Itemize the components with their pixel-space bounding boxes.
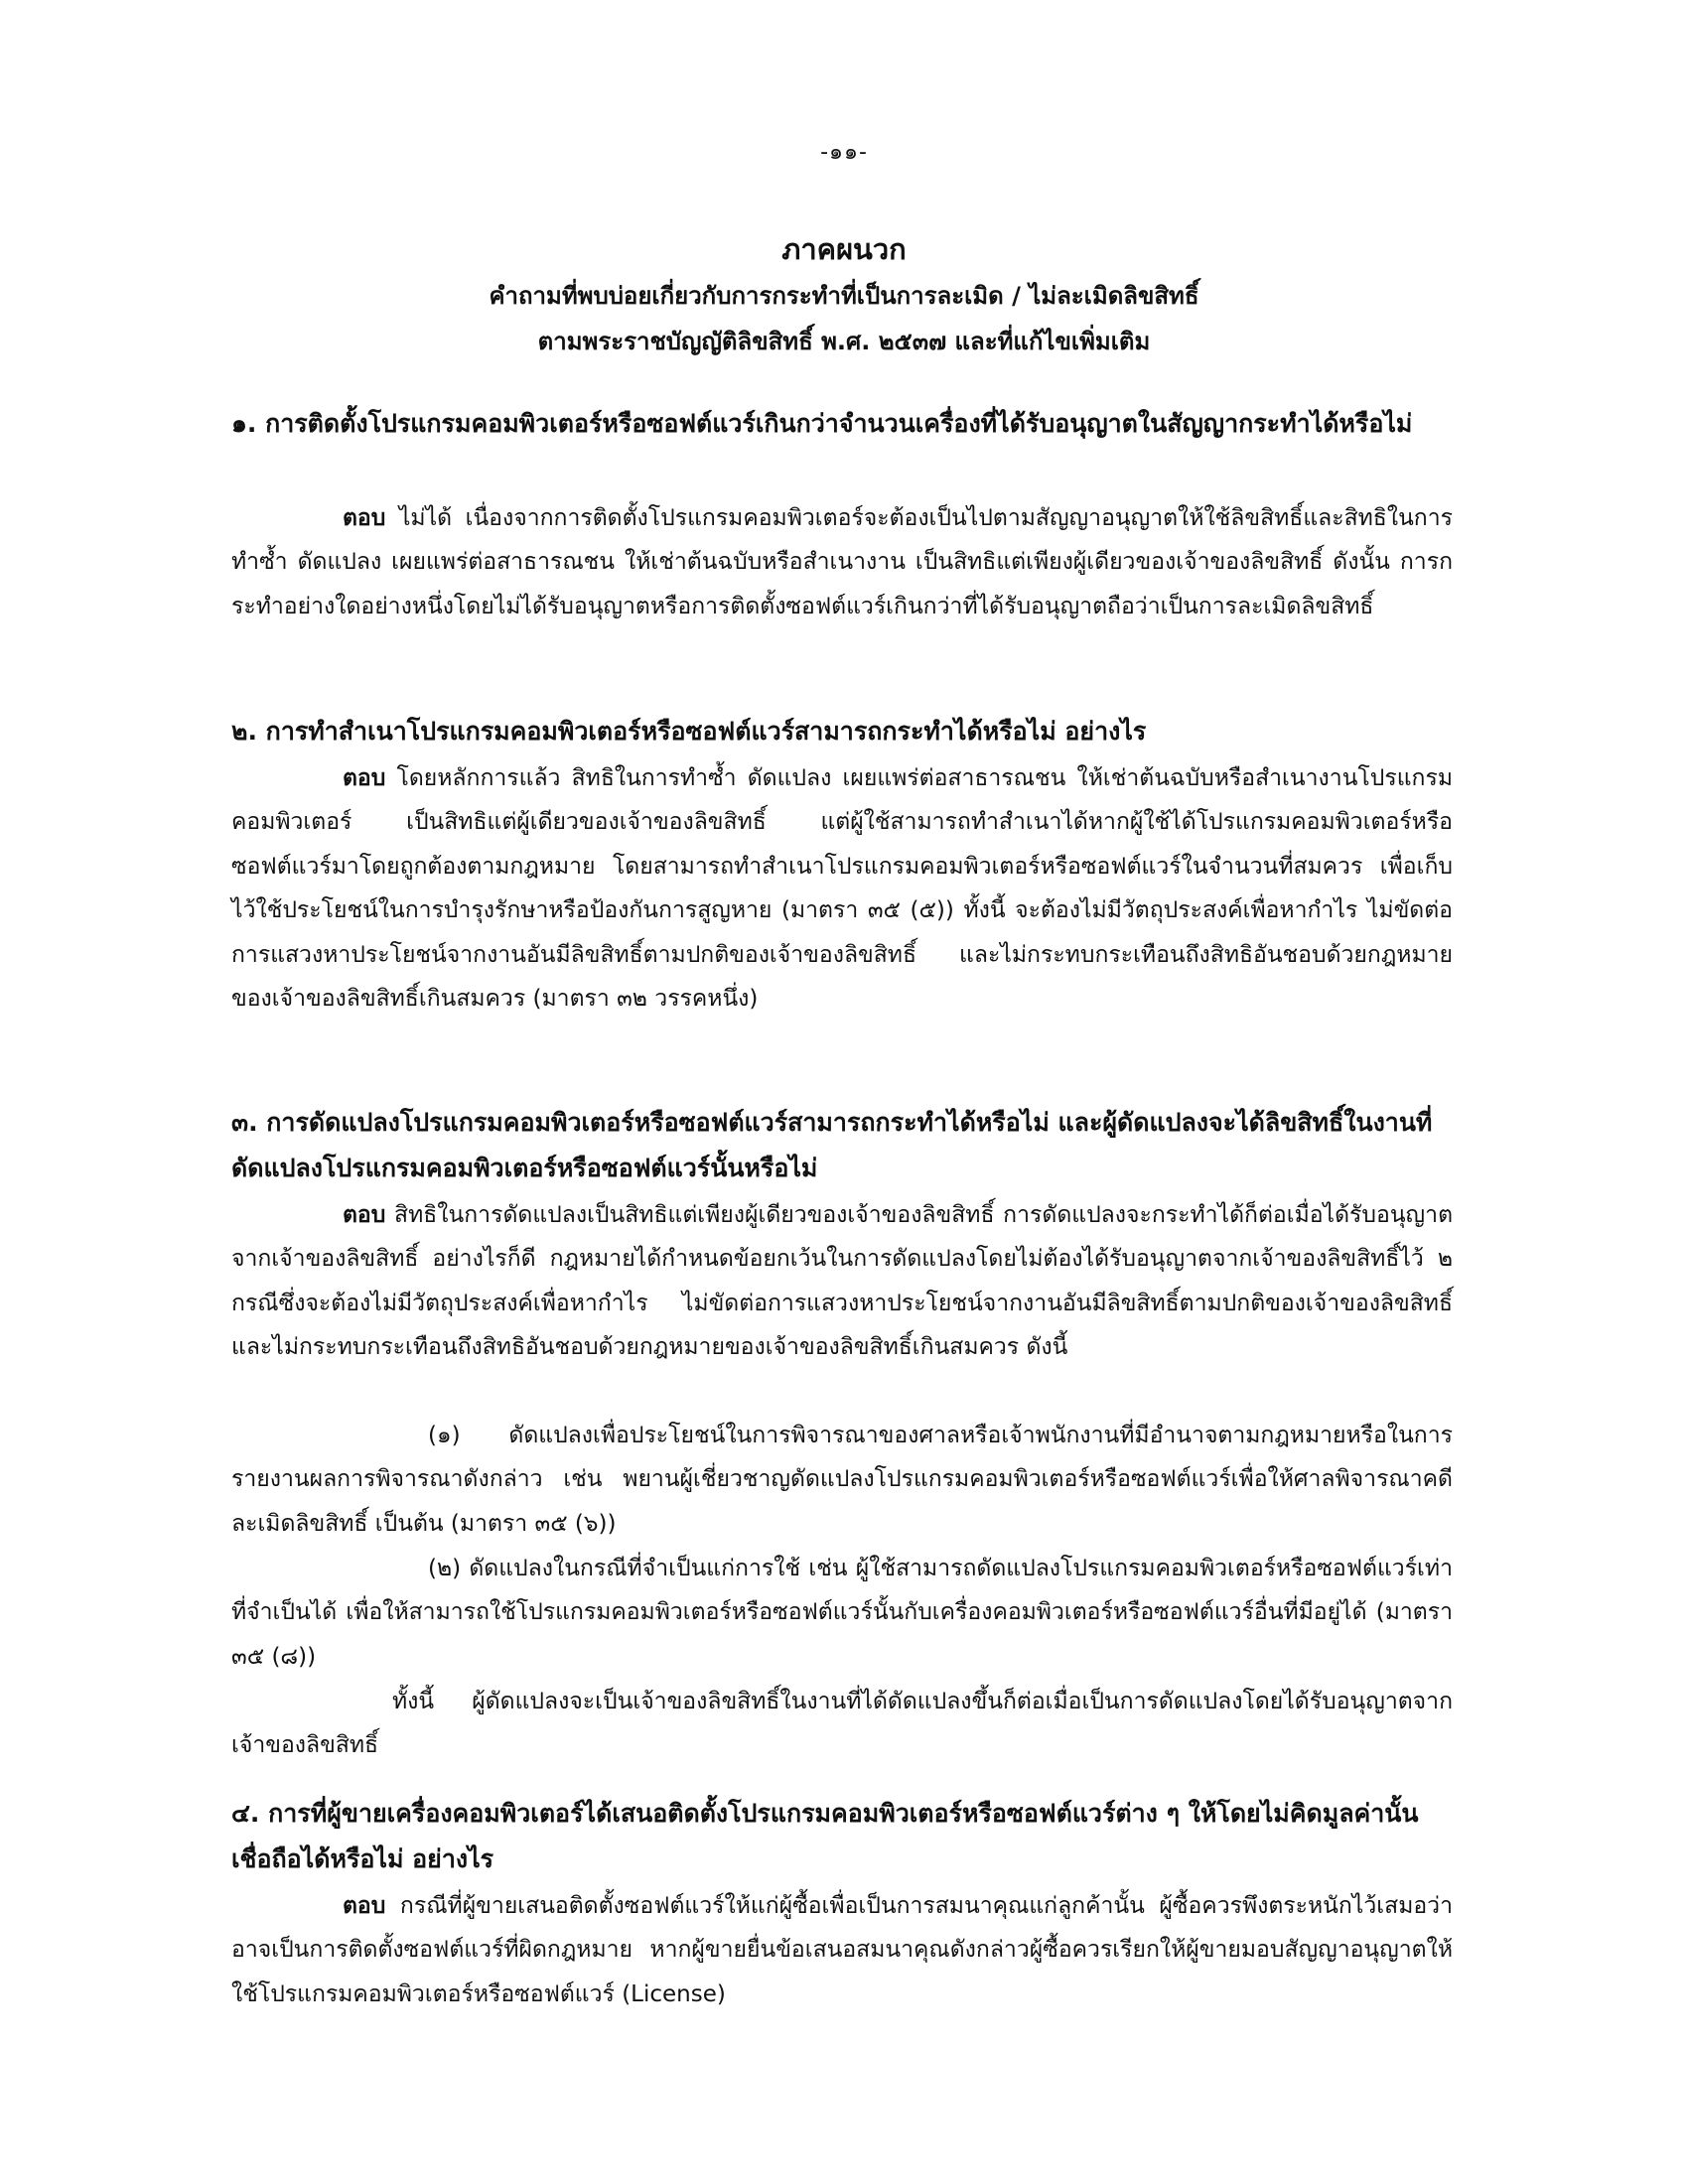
page-number: -๑๑- bbox=[820, 140, 868, 165]
question-4: ๔. การที่ผู้ขายเครื่องคอมพิวเตอร์ได้เสนอติดตั้งโปรแกรมคอมพิวเตอร์หรือซอฟต์แวร์ต่าง ๆ ให้โดยไม่คิดมูลค่านั้น เชื่อถือได้หรือไม่ อย่างไร bbox=[231, 1799, 1419, 1873]
answer-3-item-2: (๒) ดัดแปลงในกรณีที่จำเป็นแก่การใช้ เช่น ผู้ใช้สามารถดัดแปลงโปรแกรมคอมพิวเตอร์หรือซอฟต์แวร์เท่าที่จำเป็นได้ เพื่อให้สามารถใช้โปรแกรมคอมพิวเตอร์หรือซอฟต์แวร์นั้นกับเครื่องคอมพิวเตอร์หรือซอฟต์แวร์อื่นที่มีอยู่ได้ (มาตรา ๓๕ (๘)) bbox=[231, 1556, 1453, 1670]
answer-1-text: ไม่ได้ เนื่องจากการติดตั้งโปรแกรมคอมพิวเตอร์จะต้องเป็นไปตามสัญญาอนุญาตให้ใช้ลิขสิทธิ์และสิทธิในการทำซ้ำ ดัดแปลง เผยแพร่ต่อสาธารณชน ให้เช่าต้นฉบับหรือสำเนางาน เป็นสิทธิแต่เพียงผู้เดียวของเจ้าของลิขสิทธิ์ ดังนั้น การกระทำอย่างใดอย่างหนึ่งโดยไม่ได้รับอนุญาตหรือการติดตั้งซอฟต์แวร์เกินกว่าที่ได้รับอนุญาตถือว่าเป็นการละเมิดลิขสิทธิ์ bbox=[231, 505, 1453, 619]
appendix-subtitle-2: ตามพระราชบัญญัติลิขสิทธิ์ พ.ศ. ๒๕๓๗ และที่แก้ไขเพิ่มเติม bbox=[537, 328, 1151, 355]
answer-3-item-1: (๑) ดัดแปลงเพื่อประโยชน์ในการพิจารณาของศาลหรือเจ้าพนักงานที่มีอำนาจตามกฎหมายหรือในการรายงานผลการพิจารณาดังกล่าว เช่น พยานผู้เชี่ยวชาญดัดแปลงโปรแกรมคอมพิวเตอร์หรือซอฟต์แวร์เพื่อให้ศาลพิจารณาคดีละเมิดลิขสิทธิ์ เป็นต้น (มาตรา ๓๕ (๖)) bbox=[231, 1423, 1453, 1537]
appendix-subtitle-1: คำถามที่พบบ่อยเกี่ยวกับการกระทำที่เป็นการละเมิด / ไม่ละเมิดลิขสิทธิ์ bbox=[489, 282, 1199, 310]
question-2: ๒. การทำสำเนาโปรแกรมคอมพิวเตอร์หรือซอฟต์แวร์สามารถกระทำได้หรือไม่ อย่างไร bbox=[231, 717, 1147, 746]
answer-label: ตอบ bbox=[343, 1893, 386, 1919]
answer-3 bbox=[231, 1193, 1453, 1370]
answer-2 bbox=[231, 756, 1453, 1021]
answer-4 bbox=[231, 1884, 1453, 2016]
answer-label: ตอบ bbox=[343, 505, 386, 531]
answer-3-conclusion: ทั้งนี้ ผู้ดัดแปลงจะเป็นเจ้าของลิขสิทธิ์ในงานที่ได้ดัดแปลงขึ้นก็ต่อเมื่อเป็นการดัดแปลงโดยได้รับอนุญาตจากเจ้าของลิขสิทธิ์ bbox=[231, 1689, 1453, 1759]
appendix-title: ภาคผนวก bbox=[781, 232, 907, 266]
question-3: ๓. การดัดแปลงโปรแกรมคอมพิวเตอร์หรือซอฟต์แวร์สามารถกระทำได้หรือไม่ และผู้ดัดแปลงจะได้ลิขสิทธิ์ในงานที่ดัดแปลงโปรแกรมคอมพิวเตอร์หรือซอฟต์แวร์นั้นหรือไม่ bbox=[231, 1108, 1433, 1182]
answer-label: ตอบ bbox=[343, 765, 386, 791]
question-1: ๑. การติดตั้งโปรแกรมคอมพิวเตอร์หรือซอฟต์แวร์เกินกว่าจำนวนเครื่องที่ได้รับอนุญาตในสัญญากระทำได้หรือไม่ bbox=[231, 409, 1413, 438]
answer-2-text: โดยหลักการแล้ว สิทธิในการทำซ้ำ ดัดแปลง เผยแพร่ต่อสาธารณชน ให้เช่าต้นฉบับหรือสำเนางานโปรแกรมคอมพิวเตอร์ เป็นสิทธิแต่ผู้เดียวของเจ้าของลิขสิทธิ์ แต่ผู้ใช้สามารถทำสำเนาได้หากผู้ใช้ได้โปรแกรมคอมพิวเตอร์หรือซอฟต์แวร์มาโดยถูกต้องตามกฎหมาย โดยสามารถทำสำเนาโปรแกรมคอมพิวเตอร์หรือซอฟต์แวร์ในจำนวนที่สมควร เพื่อเก็บไว้ใช้ประโยชน์ในการบำรุงรักษาหรือป้องกันการสูญหาย (มาตรา ๓๕ (๕)) ทั้งนี้ จะต้องไม่มีวัตถุประสงค์เพื่อหากำไร ไม่ขัดต่อการแสวงหาประโยชน์จากงานอันมีลิขสิทธิ์ตามปกติของเจ้าของลิขสิทธิ์ และไม่กระทบกระเทือนถึงสิทธิอันชอบด้วยกฎหมายของเจ้าของลิขสิทธิ์เกินสมควร (มาตรา ๓๒ วรรคหนึ่ง) bbox=[231, 765, 1453, 1013]
answer-3-text: สิทธิในการดัดแปลงเป็นสิทธิแต่เพียงผู้เดียวของเจ้าของลิขสิทธิ์ การดัดแปลงจะกระทำได้ก็ต่อเมื่อได้รับอนุญาตจากเจ้าของลิขสิทธิ์ อย่างไรก็ดี กฎหมายได้กำหนดข้อยกเว้นในการดัดแปลงโดยไม่ต้องได้รับอนุญาตจากเจ้าของลิขสิทธิ์ไว้ ๒ กรณีซึ่งจะต้องไม่มีวัตถุประสงค์เพื่อหากำไร ไม่ขัดต่อการแสวงหาประโยชน์จากงานอันมีลิขสิทธิ์ตามปกติของเจ้าของลิขสิทธิ์ และไม่กระทบกระเทือนถึงสิทธิอันชอบด้วยกฎหมายของเจ้าของลิขสิทธิ์เกินสมควร ดังนี้ bbox=[231, 1202, 1453, 1361]
answer-4-text: กรณีที่ผู้ขายเสนอติดตั้งซอฟต์แวร์ให้แก่ผู้ซื้อเพื่อเป็นการสมนาคุณแก่ลูกค้านั้น ผู้ซื้อควรพึงตระหนักไว้เสมอว่า อาจเป็นการติดตั้งซอฟต์แวร์ที่ผิดกฎหมาย หากผู้ขายยื่นข้อเสนอสมนาคุณดังกล่าวผู้ซื้อควรเรียกให้ผู้ขายมอบสัญญาอนุญาตให้ใช้โปรแกรมคอมพิวเตอร์หรือซอฟต์แวร์ (License) bbox=[231, 1893, 1453, 2007]
answer-1 bbox=[231, 496, 1453, 628]
answer-label: ตอบ bbox=[343, 1202, 386, 1228]
